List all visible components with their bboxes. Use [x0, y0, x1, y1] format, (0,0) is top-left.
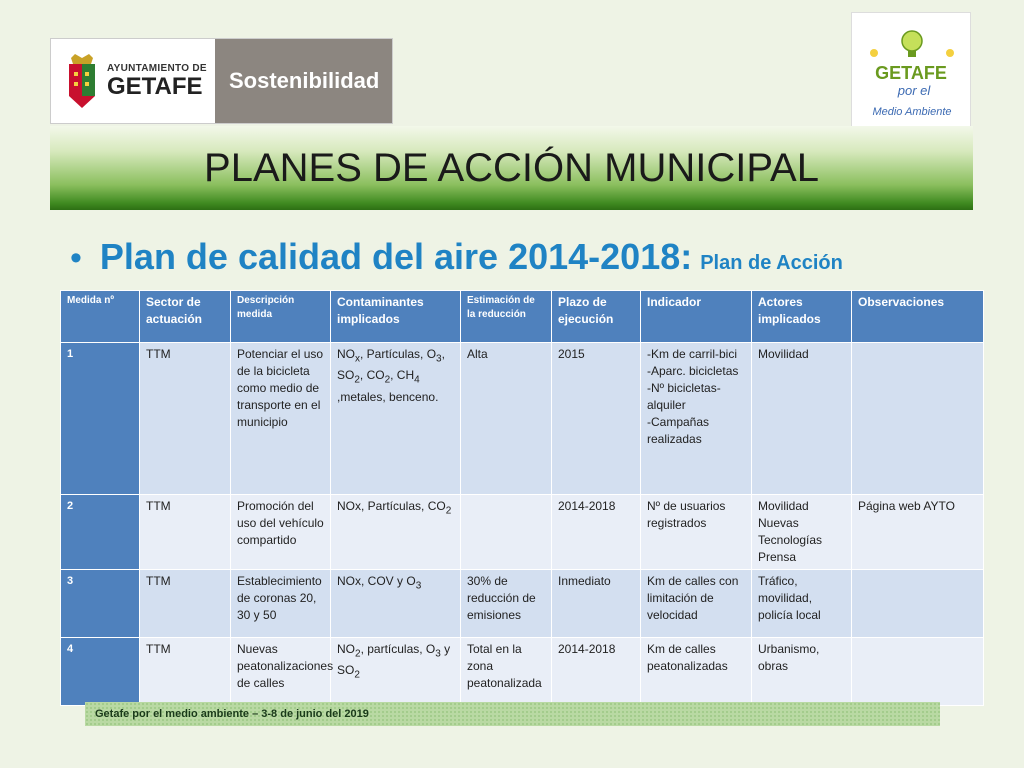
badge-porel-text: por el [897, 83, 931, 98]
table-header-row [61, 291, 984, 343]
cell-descripcion: Promoción del uso del vehículo compartido [231, 495, 331, 570]
bullet-sub-text: Plan de Acción [700, 252, 843, 274]
cell-contaminantes: $NO_x$, Partículas, $O_3$, $SO_2$, $CO_2$, $CH_4$ ,metales, benceno. [331, 343, 461, 495]
header-medida: Medida nº [61, 291, 140, 343]
cell-descripcion: Establecimiento de coronas 20, 30 y 50 [231, 570, 331, 638]
bullet-icon: • [70, 239, 82, 277]
indicador-line: -Aparc. bicicletas [647, 364, 739, 378]
cell-sector: TTM [140, 495, 231, 570]
action-plan-table [60, 290, 984, 706]
cell-contaminantes: $NO_2$, partículas, $O_3$ y $SO_2$ [331, 638, 461, 706]
cell-num: 3 [61, 570, 140, 638]
indicador-line: -Campañas realizadas [647, 415, 710, 446]
header-actores: Actores implicados [752, 291, 852, 343]
cell-descripcion: Potenciar el uso de la bicicleta como medio de transporte en el municipio [231, 343, 331, 495]
indicador-line: -Km de carril-bici [647, 347, 738, 361]
ayuntamiento-label: AYUNTAMIENTO DE [107, 62, 207, 74]
cell-indicador: Km de calles peatonalizadas [641, 638, 752, 706]
actor-line: Movilidad [758, 499, 809, 513]
ayuntamiento-logo [50, 38, 393, 124]
cell-contaminantes: NOx, Partículas, $CO_2$ [331, 495, 461, 570]
cell-observaciones [852, 343, 984, 495]
footer-bar: Getafe por el medio ambiente – 3-8 de junio del 2019 [85, 702, 940, 726]
getafe-label: GETAFE [107, 72, 203, 100]
cell-observaciones: Página web AYTO [852, 495, 984, 570]
table-row [61, 638, 984, 706]
table-row [61, 495, 984, 570]
cell-plazo: 2014-2018 [552, 638, 641, 706]
cell-estimacion: Alta [461, 343, 552, 495]
getafe-logo [51, 39, 215, 123]
cell-observaciones [852, 638, 984, 706]
header-contaminantes: Contaminantes implicados [331, 291, 461, 343]
cell-contaminantes: NOx, COV y $O_3$ [331, 570, 461, 638]
sostenibilidad-label: Sostenibilidad [215, 39, 392, 123]
bullet-main-text: Plan de calidad del aire 2014-2018: [99, 236, 693, 277]
actor-line: Prensa [758, 550, 797, 564]
cell-num: 2 [61, 495, 140, 570]
cell-plazo: 2014-2018 [552, 495, 641, 570]
header-sector: Sector de actuación [140, 291, 231, 343]
table-row [61, 570, 984, 638]
page-title: PLANES DE ACCIÓN MUNICIPAL [204, 146, 819, 190]
cell-plazo: Inmediato [552, 570, 641, 638]
crest-icon [65, 52, 99, 110]
cell-estimacion: 30% de reducción de emisiones [461, 570, 552, 638]
cell-actores: Tráfico, movilidad, policía local [752, 570, 852, 638]
cell-indicador: Km de calles con limitación de velocidad [641, 570, 752, 638]
lightbulb-logo-icon [852, 13, 970, 131]
header-indicador: Indicador [641, 291, 752, 343]
cell-actores: Urbanismo, obras [752, 638, 852, 706]
header-descripcion: Descripción medida [231, 291, 331, 343]
bullet-heading [70, 236, 843, 278]
cell-indicador [641, 343, 752, 495]
cell-actores: Movilidad [752, 343, 852, 495]
cell-num: 1 [61, 343, 140, 495]
cell-indicador: Nº de usuarios registrados [641, 495, 752, 570]
cell-num: 4 [61, 638, 140, 706]
header-estimacion: Estimación de la reducción [461, 291, 552, 343]
header-bar [50, 126, 973, 210]
cell-sector: TTM [140, 570, 231, 638]
cell-observaciones [852, 570, 984, 638]
cell-estimacion: Total en la zona peatonalizada [461, 638, 552, 706]
cell-descripcion: Nuevas peatonalizaciones de calles [231, 638, 331, 706]
cell-sector: TTM [140, 343, 231, 495]
cell-actores [752, 495, 852, 570]
header-observaciones: Observaciones [852, 291, 984, 343]
actor-line: Nuevas Tecnologías [758, 516, 823, 547]
table-row [61, 343, 984, 495]
indicador-line: -Nº bicicletas-alquiler [647, 381, 721, 412]
cell-sector: TTM [140, 638, 231, 706]
cell-plazo: 2015 [552, 343, 641, 495]
cell-estimacion [461, 495, 552, 570]
medio-ambiente-logo [851, 12, 971, 132]
badge-medio-text: Medio Ambiente [872, 106, 952, 118]
badge-getafe-text: GETAFE [875, 63, 947, 83]
header-plazo: Plazo de ejecución [552, 291, 641, 343]
